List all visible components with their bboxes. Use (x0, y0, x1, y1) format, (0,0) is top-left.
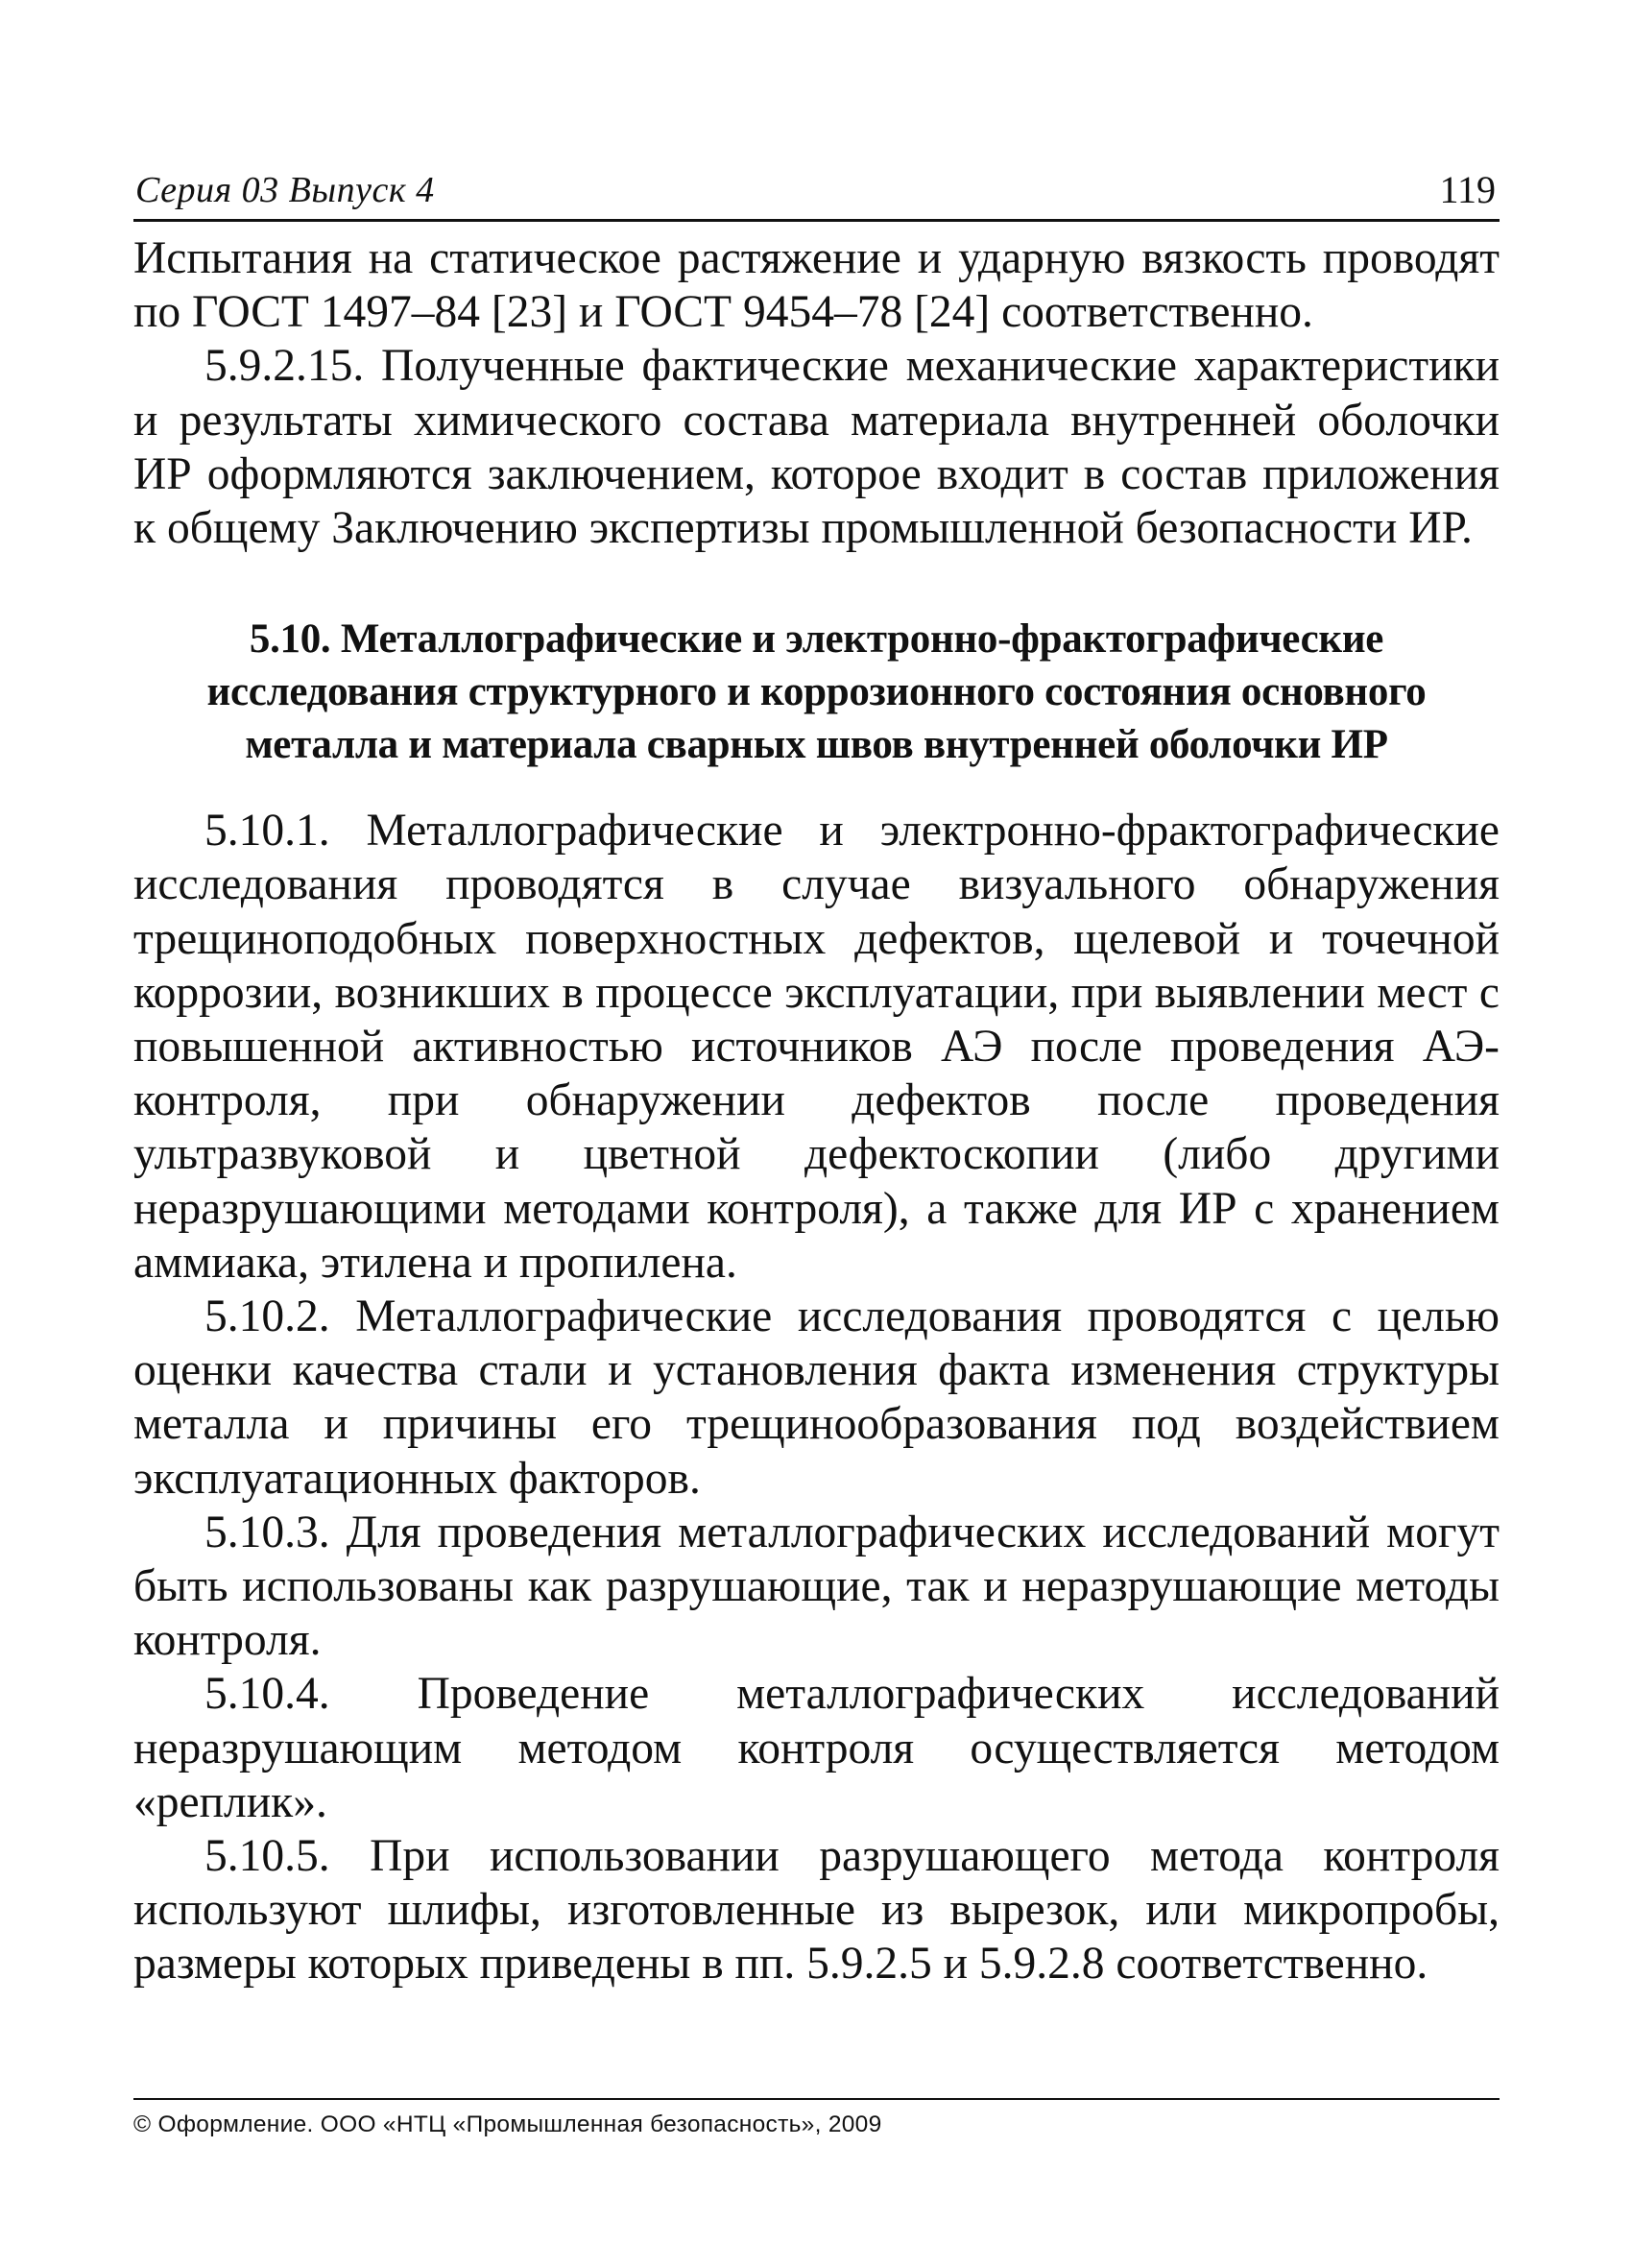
document-page (133, 163, 1500, 1991)
paragraph-5-10-1: 5.10.1. Металлографические и электронно-фрактографические исследования проводятся в случае визуального обнаружения трещиноподобных поверхностных дефектов, щелевой и точечной коррозии, возникших в процессе эксплуатации, при выявлении мест с повышенной активностью источников АЭ после проведения АЭ-контроля, при обнаружении дефектов после проведения ультразвуковой и цветной дефектоскопии (либо другими неразрушающими методами контроля), а также для ИР с хранением аммиака, этилена и пропилена. (133, 806, 1500, 1288)
paragraph-5-10-3: 5.10.3. Для проведения металлографических исследований могут быть использованы как разрушающие, так и неразрушающие методы контроля. (133, 1507, 1500, 1666)
paragraph-continuation: Испытания на статическое растяжение и ударную вязкость проводят по ГОСТ 1497–84 [23] и ГОСТ 9454–78 [24] соответственно. (133, 233, 1500, 338)
series-issue-label: Серия 03 Выпуск 4 (135, 170, 435, 210)
section-heading-5-10: 5.10. Металлографические и электронно-фрактографические исследования структурного и коррозионного состояния основного металла и материала сварных швов внутренней оболочки ИР (206, 616, 1427, 768)
body-text (133, 231, 1500, 1991)
page-number: 119 (1439, 168, 1496, 211)
paragraph-5-10-4: 5.10.4. Проведение металлографических исследований неразрушающим методом контроля осуществляется методом «реплик». (133, 1669, 1500, 1827)
paragraph-5-10-2: 5.10.2. Металлографические исследования проводятся с целью оценки качества стали и установления факта изменения структуры металла и причины его трещинообразования под воздействием эксплуатационных факторов. (133, 1291, 1500, 1504)
running-header (133, 163, 1500, 222)
paragraph-5-9-2-15: 5.9.2.15. Полученные фактические механические характеристики и результаты химического состава материала внутренней оболочки ИР оформляются заключением, которое входит в состав приложения к общему Заключению экспертизы промышленной безопасности ИР. (133, 341, 1500, 554)
page-footer (133, 2098, 1500, 2138)
paragraph-5-10-5: 5.10.5. При использовании разрушающего метода контроля используют шлифы, изготовленные из вырезок, или микропробы, размеры которых приведены в пп. 5.9.2.5 и 5.9.2.8 соответственно. (133, 1831, 1500, 1990)
copyright-notice: © Оформление. ООО «НТЦ «Промышленная безопасность», 2009 (133, 2111, 882, 2137)
